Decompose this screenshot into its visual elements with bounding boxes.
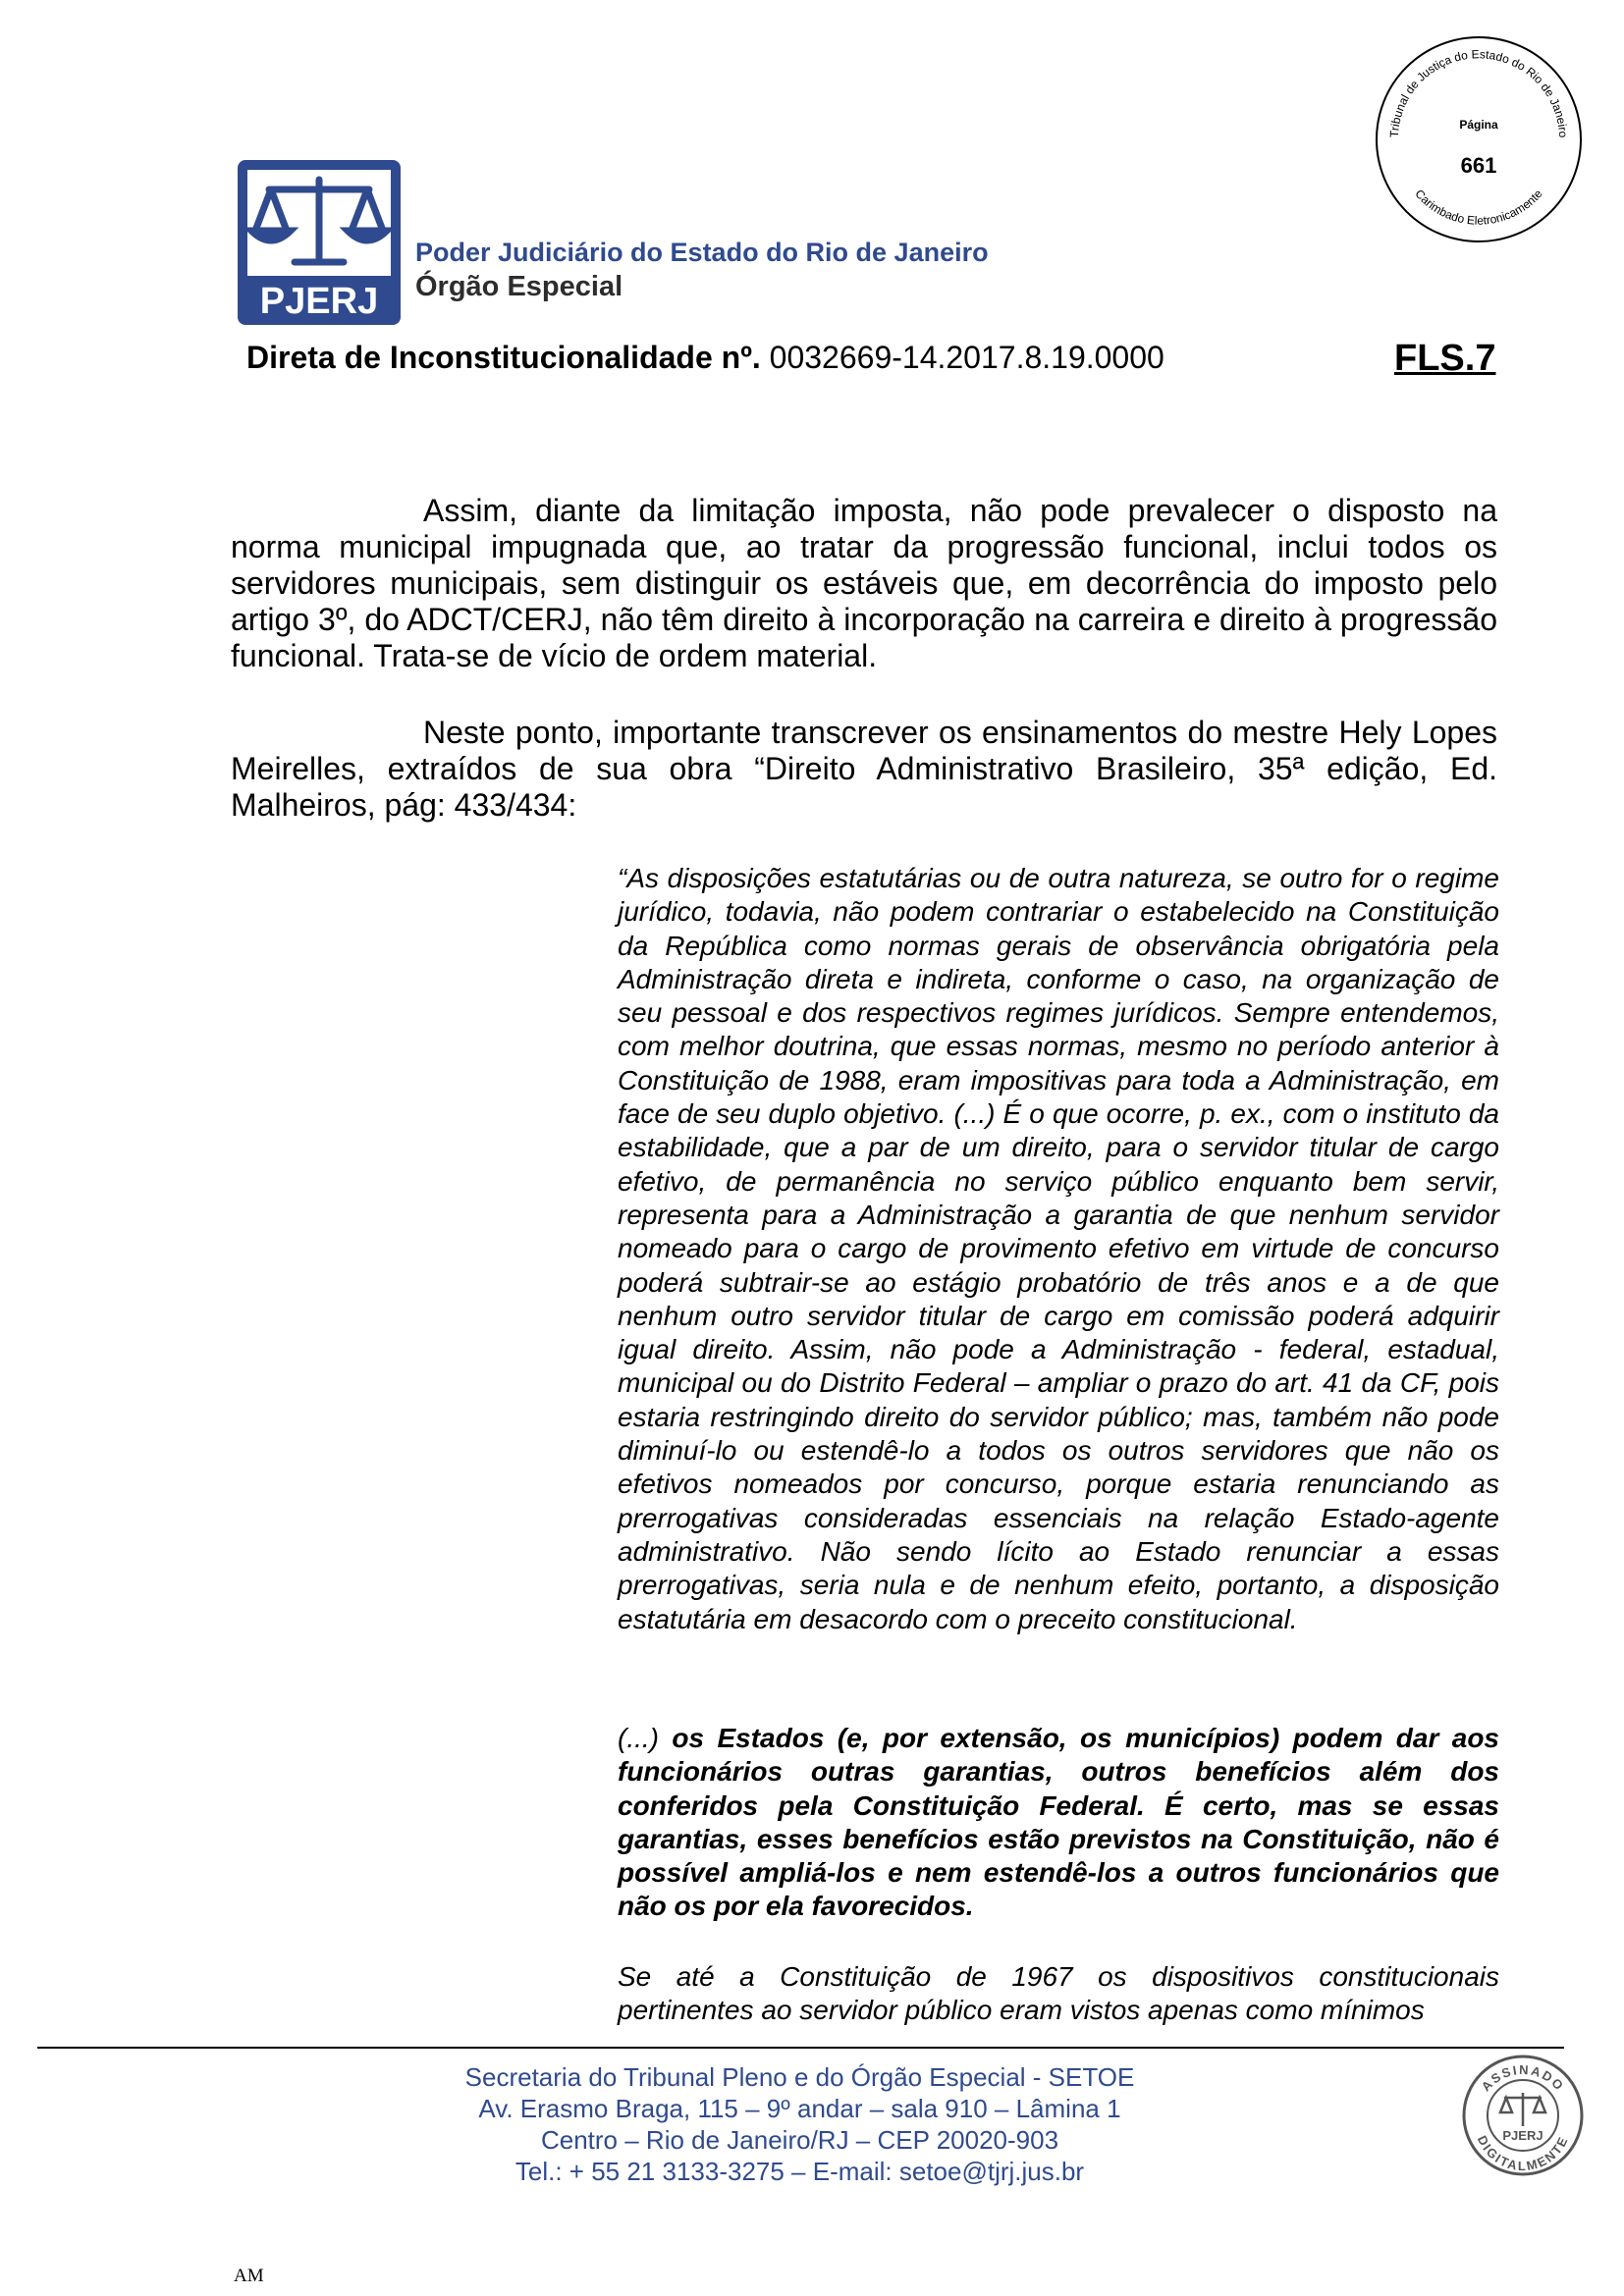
footer-line-4: Tel.: + 55 21 3133-3275 – E-mail: setoe@tjrj.jus.br bbox=[514, 2157, 1085, 2186]
body-paragraph-1: Assim, diante da limitação imposta, não pode prevalecer o disposto na norma municipal impugnada que, ao tratar da progressão funcional, inclui todos os servidores municipais, sem distinguir os estáveis que, em decorrência do imposto pelo artigo 3º, do ADCT/CERJ, não têm direito à incorporação na carreira e direito à progressão funcional. Trata-se de vício de ordem material. bbox=[231, 493, 1497, 673]
footer-line-3: Centro – Rio de Janeiro/RJ – CEP 20020-903 bbox=[540, 2125, 1059, 2155]
quote-paragraph-1: “As disposições estatutárias ou de outra natureza, se outro for o regime jurídico, todavia, não podem contrariar o estabelecido na Constituição da República como normas gerais de observância obrigatória pela Administração direta e indireta, conforme o caso, na organização de seu pessoal e dos respectivos regimes jurídicos. Sempre entendemos, com melhor doutrina, que essas normas, mesmo no período anterior à Constituição de 1988, eram impositivas para toda a Administração, em face de seu duplo objetivo. (...) É o que ocorre, p. ex., com o instituto da estabilidade, que a par de um direito, para o servidor titular de cargo efetivo, de permanência no serviço público enquanto bem servir, representa para a Administração a garantia de que nenhum servidor nomeado para o cargo de provimento efetivo em virtude de concurso poderá subtrair-se ao estágio probatório de três anos e a de que nenhum outro servidor titular de cargo em comissão poderá adquirir igual direito. Assim, não pode a Administração - federal, estadual, municipal ou do Distrito Federal – ampliar o prazo do art. 41 da CF, pois estaria restringindo direito do servidor público; mas, também não pode diminuí-lo ou estendê-lo a todos os outros servidores que não os efetivos nomeados por concurso, porque estaria renunciando as prerrogativas consideradas essenciais na relação Estado-agente administrativo. Não sendo lícito ao Estado renunciar a essas prerrogativas, seria nula e de nenhum efeito, portanto, a disposição estatutária em desacordo com o preceito constitucional. bbox=[618, 863, 1499, 1634]
case-label: Direta de Inconstitucionalidade nº. bbox=[246, 340, 761, 375]
quote-paragraph-2 bbox=[618, 1722, 1499, 1924]
body-paragraph-2: Neste ponto, importante transcrever os ensinamentos do mestre Hely Lopes Meirelles, extraídos de sua obra “Direito Administrativo Brasileiro, 35ª edição, Ed. Malheiros, pág: 433/434: bbox=[231, 715, 1497, 823]
stamp-ring-text: Tribunal de Justiça do Estado do Rio de Janeiro bbox=[1386, 47, 1571, 138]
digital-signature-seal bbox=[1461, 2054, 1585, 2177]
stamp-page-number: 661 bbox=[1460, 153, 1497, 178]
stamp-circle-icon bbox=[1373, 33, 1585, 245]
seal-bottom-text: DIGITALMENTE bbox=[1474, 2133, 1572, 2174]
footer-line-2: Av. Erasmo Braga, 115 – 9º andar – sala 910 – Lâmina 1 bbox=[478, 2094, 1121, 2123]
svg-text:Carimbado Eletronicamente bbox=[1412, 187, 1544, 228]
pjerj-logo bbox=[238, 160, 401, 325]
seal-top-text: ASSINADO bbox=[1478, 2061, 1568, 2095]
logo-text: PJERJ bbox=[259, 281, 379, 322]
footer-line-1: Secretaria do Tribunal Pleno e do Órgão Especial - SETOE bbox=[464, 2062, 1135, 2092]
stamp-page-label: Página bbox=[1459, 118, 1498, 132]
quote-prefix: (...) bbox=[618, 1723, 673, 1753]
body-name: Órgão Especial bbox=[415, 271, 623, 302]
seal-icon bbox=[1461, 2054, 1585, 2177]
page-stamp bbox=[1373, 33, 1585, 245]
footer-divider bbox=[37, 2047, 1564, 2049]
case-number: 0032669-14.2017.8.19.0000 bbox=[760, 340, 1164, 375]
author-initials: AM bbox=[234, 2266, 264, 2286]
quote-bold-text: os Estados (e, por extensão, os municípios) podem dar aos funcionários outras garantias, outros benefícios além dos conferidos pela Constituição Federal. É certo, mas se essas garantias, esses benefícios estão previstos na Constituição, não é possível ampliá-los e nem estendê-los a outros funcionários que não os por ela favorecidos. bbox=[618, 1723, 1500, 1922]
case-line bbox=[246, 340, 1164, 376]
scales-of-justice-icon bbox=[238, 160, 401, 325]
fls-number: FLS.7 bbox=[1394, 338, 1496, 379]
quote-paragraph-3: Se até a Constituição de 1967 os dispositivos constitucionais pertinentes ao servidor público eram vistos apenas como mínimos bbox=[618, 1961, 1499, 2026]
court-name: Poder Judiciário do Estado do Rio de Janeiro bbox=[415, 238, 989, 267]
stamp-bottom-text: Carimbado Eletronicamente bbox=[1412, 187, 1545, 228]
seal-logo-text: PJERJ bbox=[1502, 2128, 1543, 2143]
